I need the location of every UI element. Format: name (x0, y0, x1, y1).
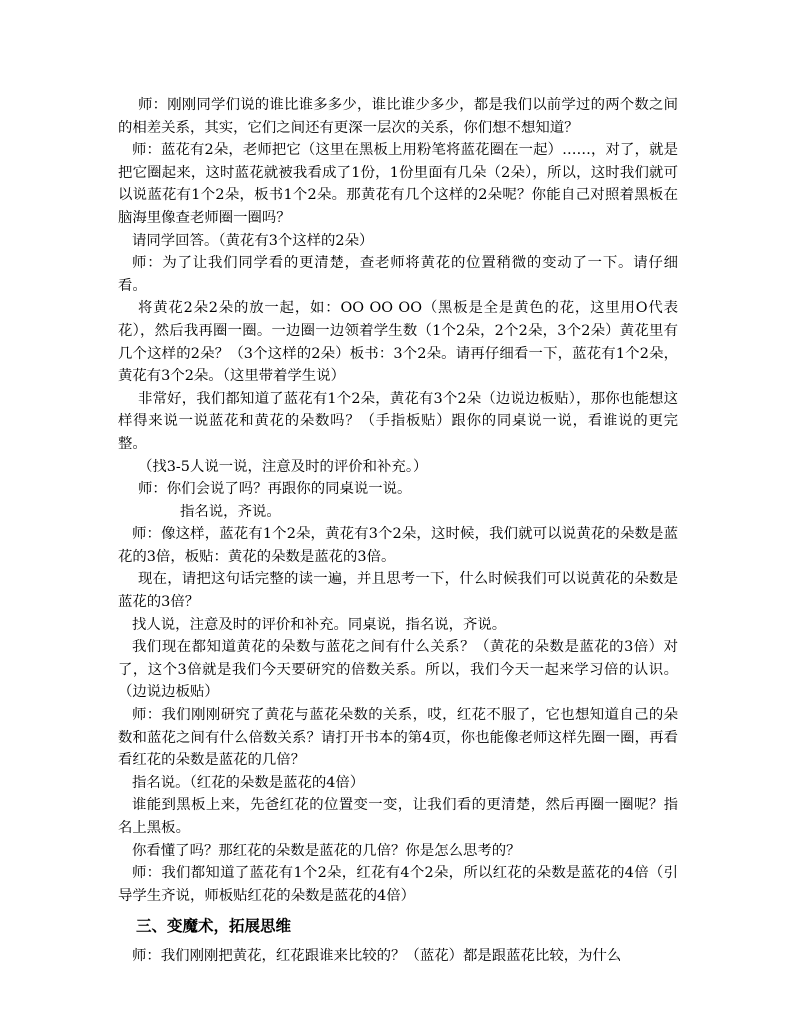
paragraph: 请同学回答。（黄花有3个这样的2朵） (132, 232, 374, 249)
paragraph: 师：我们都知道了蓝花有1个2朵，红花有4个2朵，所以红花的朵数是蓝花的4倍（引导学生齐说，师板贴红花的朵数是蓝花的4倍） (118, 865, 678, 904)
paragraph: 非常好，我们都知道了蓝花有1个2朵，黄花有3个2朵（边说边板贴），那你也能想这样得来说一说蓝花和黄花的朵数吗？（手指板贴）跟你的同桌说一说，看谁说的更完整。 (118, 390, 678, 452)
paragraph: 谁能到黑板上来，先爸红花的位置变一变，让我们看的更清楚，然后再圈一圈呢？指名上黑板。 (118, 797, 678, 836)
paragraph: 师：蓝花有2朵，老师把它（这里在黑板上用粉笔将蓝花圈在一起）……，对了，就是把它圈起来，这时蓝花就被我看成了1份，1份里面有几朵（2朵），所以，这时我们就可以说蓝花有1个2朵，板书1个2朵。那黄花有几个这样的2朵呢？你能自己对照着黑板在脑海里像查老师圈一圈吗？ (118, 142, 678, 226)
paragraph: 师：我们刚刚研究了黄花与蓝花朵数的关系，哎，红花不服了，它也想知道自己的朵数和蓝花之间有什么倍数关系？请打开书本的第4页，你也能像老师这样先圈一圈，再看看红花的朵数是蓝花的几倍？ (118, 707, 678, 769)
paragraph: 将黄花2朵2朵的放一起，如：OO OO OO（黑板是全是黄色的花，这里用O代表花），然后我再圈一圈。一边圈一边领着学生数（1个2朵，2个2朵，3个2朵）黄花里有几个这样的2朵？（3个这样的2朵）板书：3个2朵。请再仔细看一下，蓝花有1个2朵，黄花有3个2朵。（这里带着学生说） (118, 300, 678, 385)
document-page (118, 94, 678, 968)
paragraph: 你看懂了吗？那红花的朵数是蓝花的几倍？你是怎么思考的？ (132, 842, 521, 859)
paragraph: （找3-5人说一说，注意及时的评价和补充。） (138, 458, 428, 475)
paragraph: 师：为了让我们同学看的更清楚，查老师将黄花的位置稍微的变动了一下。请仔细看。 (118, 255, 678, 294)
section-heading: 三、变魔术，拓展思维 (136, 917, 292, 936)
paragraph: 师：像这样，蓝花有1个2朵，黄花有3个2朵，这时候，我们就可以说黄花的朵数是蓝花的3倍，板贴：黄花的朵数是蓝花的3倍。 (118, 526, 678, 565)
paragraph: 师：你们会说了吗？再跟你的同桌说一说。 (138, 481, 412, 498)
paragraph: 现在，请把这句话完整的读一遍，并且思考一下，什么时候我们可以说黄花的朵数是蓝花的3倍？ (118, 571, 678, 611)
paragraph: 找人说，注意及时的评价和补充。同桌说，指名说，齐说。 (132, 616, 507, 633)
paragraph: 指名说。（红花的朵数是蓝花的4倍） (132, 774, 365, 791)
paragraph: 指名说，齐说。 (180, 503, 281, 520)
paragraph: 我们现在都知道黄花的朵数与蓝花之间有什么关系？（黄花的朵数是蓝花的3倍）对了，这个3倍就是我们今天要研究的倍数关系。所以，我们今天一起来学习倍的认识。（边说边板贴） (118, 639, 678, 701)
paragraph: 师：刚刚同学们说的谁比谁多多少，谁比谁少多少，都是我们以前学过的两个数之间的相差关系，其实，它们之间还有更深一层次的关系，你们想不想知道？ (118, 97, 678, 136)
final-paragraph: 师：我们刚刚把黄花，红花跟谁来比较的？（蓝花）都是跟蓝花比较，为什么 (132, 948, 622, 965)
